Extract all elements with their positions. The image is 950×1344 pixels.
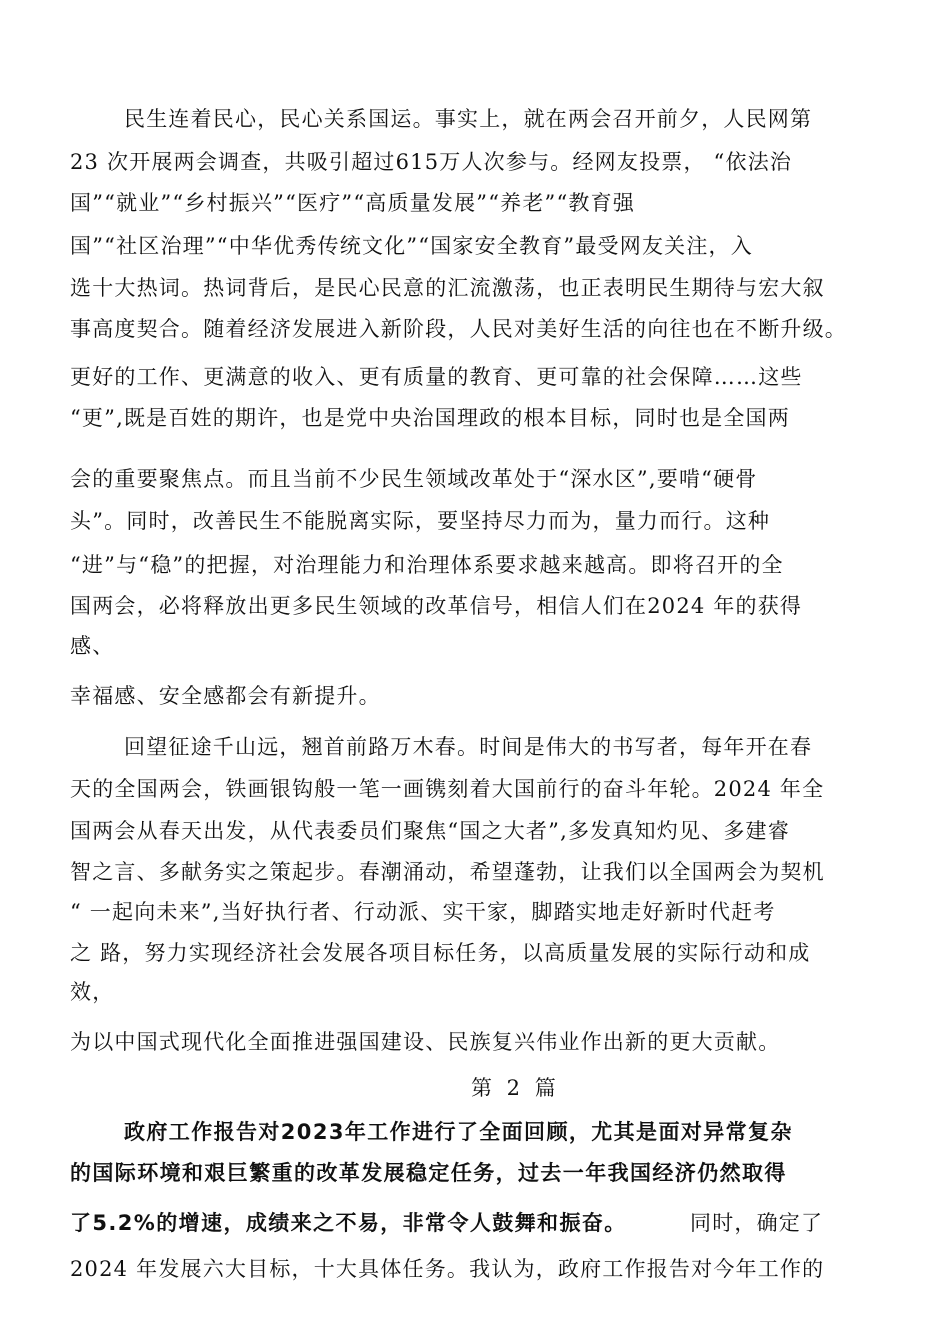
- text-line: 效，: [70, 980, 115, 1004]
- text-line: 会的重要聚焦点。而且当前不少民生领域改革处于“深水区”,要啃“硬骨: [70, 467, 758, 491]
- text-line: 天的全国两会，铁画银钩般一笔一画镌刻着大国前行的奋斗年轮。2024 年全: [70, 777, 825, 801]
- text-line: “更”,既是百姓的期许，也是党中央治国理政的根本目标，同时也是全国两: [70, 406, 790, 430]
- text-line: 之 路，努力实现经济社会发展各项目标任务，以高质量发展的实际行动和成: [70, 941, 811, 965]
- text-line: 同时，确定了: [690, 1211, 824, 1235]
- text-line: 更好的工作、更满意的收入、更有质量的教育、更可靠的社会保障……这些: [70, 365, 803, 389]
- bold-text-line: 了5.2%的增速，成绩来之不易，非常令人鼓舞和振奋。: [70, 1211, 627, 1235]
- text-line: “ 一起向未来”,当好执行者、行动派、实干家，脚踏实地走好新时代赶考: [70, 900, 776, 924]
- text-line: 民生连着民心，民心关系国运。事实上，就在两会召开前夕，人民网第: [124, 107, 813, 131]
- text-line: 事高度契合。随着经济发展进入新阶段，人民对美好生活的向往也在不断升级。: [70, 317, 847, 341]
- text-line: 2024 年发展六大目标，十大具体任务。我认为，政府工作报告对今年工作的: [70, 1257, 825, 1281]
- text-line: 国”“社区治理”“中华优秀传统文化”“国家安全教育”最受网友关注，入: [70, 234, 753, 258]
- text-line: 选十大热词。热词背后，是民心民意的汇流激荡，也正表明民生期待与宏大叙: [70, 276, 825, 300]
- text-line: 头”。同时，改善民生不能脱离实际，要坚持尽力而为，量力而行。这种: [70, 509, 771, 533]
- text-line: 国”“就业”“乡村振兴”“医疗”“高质量发展”“养老”“教育强: [70, 191, 636, 215]
- text-line: 23 次开展两会调查，共吸引超过615万人次参与。经网友投票， “依法治: [70, 150, 793, 174]
- text-line: 智之言、多献务实之策起步。春潮涌动，希望蓬勃，让我们以全国两会为契机: [70, 860, 825, 884]
- bold-text-line: 政府工作报告对2023年工作进行了全面回顾，尤其是面对异常复杂: [124, 1120, 793, 1144]
- section-heading: 第 2 篇: [471, 1076, 560, 1100]
- text-line: 国两会，必将释放出更多民生领域的改革信号，相信人们在2024 年的获得: [70, 594, 803, 618]
- text-line: “进”与“稳”的把握，对治理能力和治理体系要求越来越高。即将召开的全: [70, 553, 784, 577]
- text-line: 感、: [70, 634, 115, 658]
- text-line: 幸福感、安全感都会有新提升。: [70, 684, 381, 708]
- bold-text-line: 的国际环境和艰巨繁重的改革发展稳定任务，过去一年我国经济仍然取得: [70, 1161, 787, 1185]
- text-line: 为以中国式现代化全面推进强国建设、民族复兴伟业作出新的更大贡献。: [70, 1030, 781, 1054]
- text-line: 回望征途千山远，翘首前路万木春。时间是伟大的书写者，每年开在春: [124, 735, 813, 759]
- text-line: 国两会从春天出发，从代表委员们聚焦“国之大者”,多发真知灼见、多建睿: [70, 819, 790, 843]
